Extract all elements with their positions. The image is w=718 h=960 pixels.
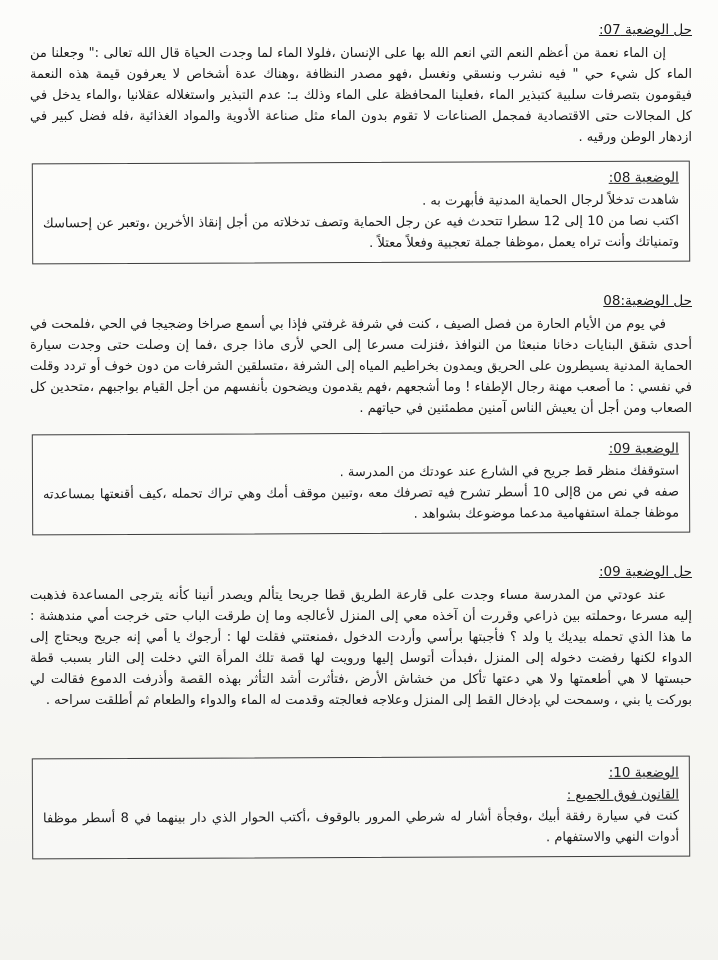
exercise-09-title: الوضعية 09: [608,440,679,457]
exercise-09-statement: استوقفك منظر قط جريح في الشارع عند عودتك من المدرسة . [339,463,679,481]
paragraph-solution-07: إن الماء نعمة من أعظم النعم التي انعم الله بها على الإنسان ،فلولا الماء لما وجدت الحياة قال الله تعالى :" وجعلنا من الماء كل شيء حي " فيه نشرب ونسقي ونغسل ،فهو مصدر النظافة ،وهناك عدة أشخاص لا يعرفون قيمة هذه النعمة فيقومون بتصرفات سلبية كتبذير الماء ،فعلينا المحافظة على الماء وذلك بـ: عدم التبذير واستغلاله عقلانيا ،والماء يدخل في كل المجالات حتى الاقتصادية فمجمل الصناعات لا تقوم بدون الماء مثل صناعة الأدوية والمواد الغذائية ،فله فضل كبير في ازدهار الوطن ورقيه . [30,46,692,145]
heading-solution-08: حل الوضعية:08 [603,293,692,309]
exercise-box-10 [32,756,690,860]
exercise-08-instructions: اكتب نصا من 10 إلى 12 سطرا تتحدث فيه عن رجل الحماية وتصف تدخلاته من أجل إنقاذ الأخرين ،وتعبر عن إحساسك وتمنياتك وأنت تراه يعمل ،موظفا جملة تعجبية وفعلاً معتلاً . [43,213,680,251]
heading-solution-09: حل الوضعية 09: [598,564,692,580]
exercise-box-08 [32,161,690,265]
exercise-box-09 [32,432,690,536]
exercise-10-subtitle: القانون فوق الجميع : [566,787,679,804]
exercise-10-title: الوضعية 10: [608,764,679,781]
exercise-09-instructions: صفه في نص من 8إلى 10 أسطر تشرح فيه تصرفك معه ،وتبين موقف أمك وهي تراك تحمله ،كيف أقنعتها بمساعدته موظفا جملة استفهامية مدعما موضوعك بشواهد . [43,484,680,522]
paragraph-solution-08: في يوم من الأيام الحارة من فصل الصيف ، كنت في شرفة غرفتي فإذا بي أسمع صراخا وضجيجا في الحي ،فلمحت في أحدى شقق البنايات دخانا منبعثا من النوافذ ،فنزلت مسرعا إلى الحي لأرى ماذا جرى ،فما إن وصلت حتى وجدت سيارة الحماية المدنية يسيطرون على الحريق ويمدون بخراطيم المياه إلى الشرفة ،متسلقين الشرفات من دون خوف أو تردد وقلت في نفسي : ما أصعب مهنة رجال الإطفاء ! وما أشجعهم ،فهم يقدمون ويضحون بأنفسهم من أجل القيام بواجبهم ،متحدين كل الصعاب ومن أجل أن يعيش الناس آمنين مطمئنين في حياتهم . [30,317,692,416]
heading-solution-07: حل الوضعية 07: [598,22,692,38]
exercise-10-instructions: كنت في سيارة رفقة أبيك ،وفجأة أشار له شرطي المرور بالوقوف ،أكتب الحوار الذي دار بينهما في 8 أسطر موظفا أدوات النهي والاستفهام . [43,808,680,846]
exercise-08-title: الوضعية 08: [608,169,679,186]
paragraph-solution-09: عند عودتي من المدرسة مساء وجدت على قارعة الطريق قطا جريحا يتألم ويصدر أنينا كأنه يترجى المساعدة فذهبت إليه مسرعا ،وحملته بين ذراعي وقررت أن آخذه معي إلى المنزل لأعالجه وما إن طرقت الباب حتى خرجت أمي مندهشة : ما هذا الذي تحمله بيديك يا ولد ؟ فأجبتها برأسي وأردت الدخول ،فمنعتني فقلت لها : أرجوك يا أمي إنه جريح ويحتاج إلى الدواء لكنها رفضت دخوله إلى المنزل ،فبدأت أتوسل إليها ورويت لها قصة تلك المرأة التي دخلت إلى النار بسبب قطة حبستها لا هي أطعمتها ولا هي دعتها تأكل من خشاش الأرض ،فتأثرت أشد التأثر بهذه القصة وأذرفت الدموع فقالت لي بوركت يا بني ، وسمحت لي بإدخال القط إلى المنزل وعلاجه فعالجته وقدمت له الماء والدواء والطعام ثم أطلقت سراحه . [30,588,692,708]
exercise-08-statement: شاهدت تدخلاً لرجال الحماية المدنية فأبهرت به . [422,192,679,209]
